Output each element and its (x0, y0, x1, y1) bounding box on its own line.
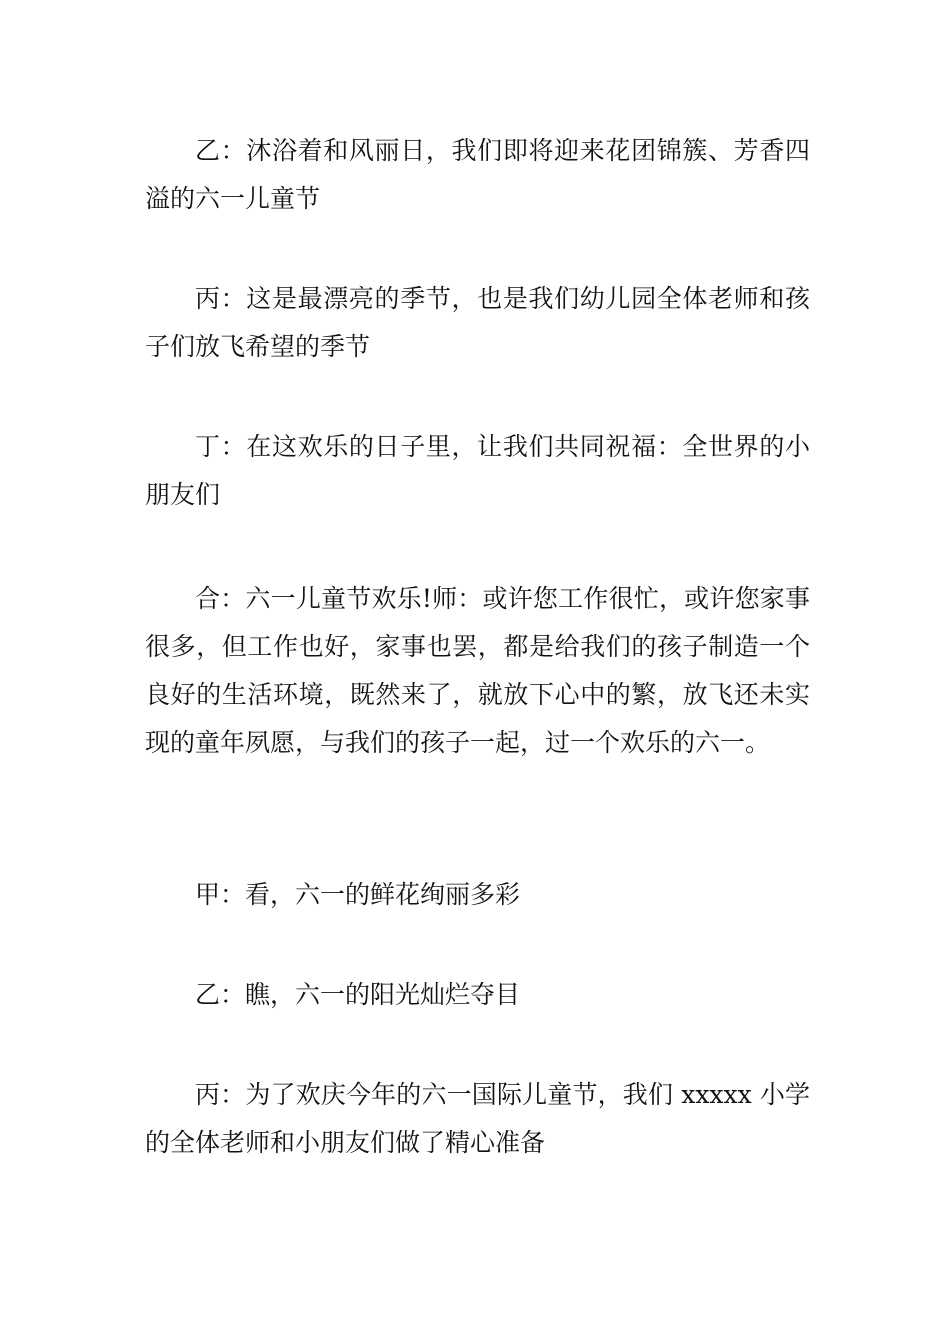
paragraph-2: 丙：这是最漂亮的季节，也是我们幼儿园全体老师和孩子们放飞希望的季节 (145, 284, 810, 361)
paragraph-3: 丁：在这欢乐的日子里，让我们共同祝福：全世界的小朋友们 (145, 432, 810, 509)
paragraph-6: 乙：瞧，六一的阳光灿烂夺目 (195, 980, 521, 1009)
paragraph-5: 甲：看，六一的鲜花绚丽多彩 (195, 880, 521, 909)
paragraph-1: 乙：沐浴着和风丽日，我们即将迎来花团锦簇、芳香四溢的六一儿童节 (145, 136, 810, 213)
paragraph-7: 丙：为了欢庆今年的六一国际儿童节，我们 xxxxx 小学的全体老师和小朋友们做了精心准备 (145, 1080, 810, 1157)
paragraph-4: 合：六一儿童节欢乐!师：或许您工作很忙，或许您家事很多，但工作也好，家事也罢，都是给我们的孩子制造一个良好的生活环境，既然来了，就放下心中的繁，放飞还未实现的童年夙愿，与我们的孩子一起，过一个欢乐的六一。 (145, 584, 810, 757)
